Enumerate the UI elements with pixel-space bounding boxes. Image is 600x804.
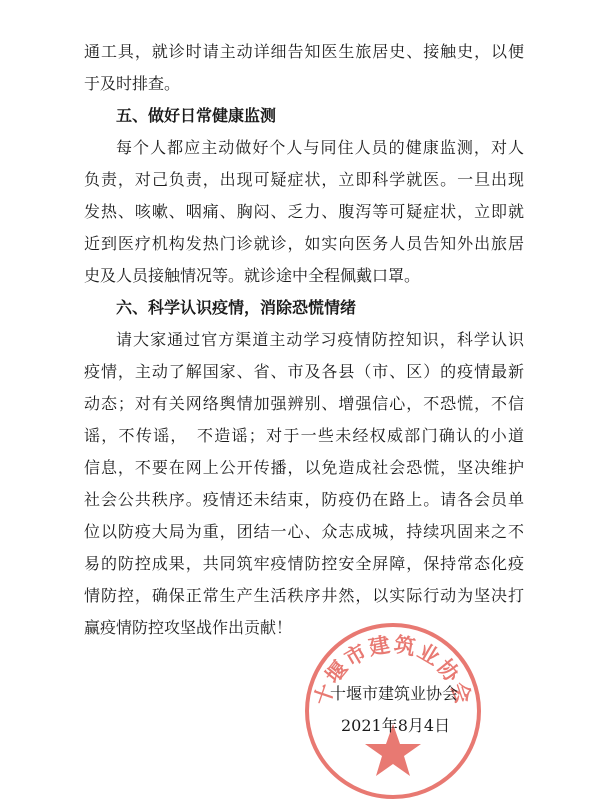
body-line: 史及人员接触情况等。就诊途中全程佩戴口罩。 — [84, 266, 421, 285]
body-line: 请大家通过官方渠道主动学习疫情防控知识，科学认识 — [116, 330, 524, 349]
body-line: 通工具，就诊时请主动详细告知医生旅居史、接触史，以便 — [84, 42, 524, 61]
body-line: 疫情，主动了解国家、省、市及各县（市、区）的疫情最新 — [84, 362, 524, 381]
seal-outer-ring — [307, 625, 479, 797]
body-line: 动态；对有关网络舆情加强辨别、增强信心，不恐慌，不信 — [84, 394, 524, 413]
signature-organization: 十堰市建筑业协会 — [330, 684, 459, 703]
body-line: 社会公共秩序。疫情还未结束，防疫仍在路上。请各会员单 — [84, 490, 524, 509]
body-line: 情防控，确保正常生产生活秩序井然，以实际行动为坚决打 — [84, 586, 524, 605]
section-heading-5: 五、做好日常健康监测 — [116, 106, 277, 125]
body-line: 赢疫情防控攻坚战作出贡献！ — [84, 618, 293, 637]
body-line: 发热、咳嗽、咽痛、胸闷、乏力、腹泻等可疑症状，立即就 — [84, 202, 524, 221]
section-heading-6: 六、科学认识疫情，消除恐慌情绪 — [116, 298, 357, 317]
body-line: 位以防疫大局为重，团结一心、众志成城，持续巩固来之不 — [84, 522, 524, 541]
body-line: 谣，不传谣， 不造谣；对于一些未经权威部门确认的小道 — [84, 426, 524, 445]
body-line: 易的防控成果，共同筑牢疫情防控安全屏障，保持常态化疫 — [84, 554, 524, 573]
body-line: 每个人都应主动做好个人与同住人员的健康监测，对人 — [116, 138, 524, 157]
official-seal-stamp — [300, 618, 486, 804]
body-line: 信息，不要在网上公开传播，以免造成社会恐慌，坚决维护 — [84, 458, 524, 477]
body-line: 负责，对己负责，出现可疑症状，立即科学就医。一旦出现 — [84, 170, 524, 189]
seal-arc-text: 十堰市建筑业协会 — [309, 632, 477, 709]
signature-date: 2021年8月4日 — [341, 716, 451, 735]
body-line: 于及时排查。 — [84, 74, 181, 93]
body-line: 近到医疗机构发热门诊就诊，如实向医务人员告知外出旅居 — [84, 234, 524, 253]
